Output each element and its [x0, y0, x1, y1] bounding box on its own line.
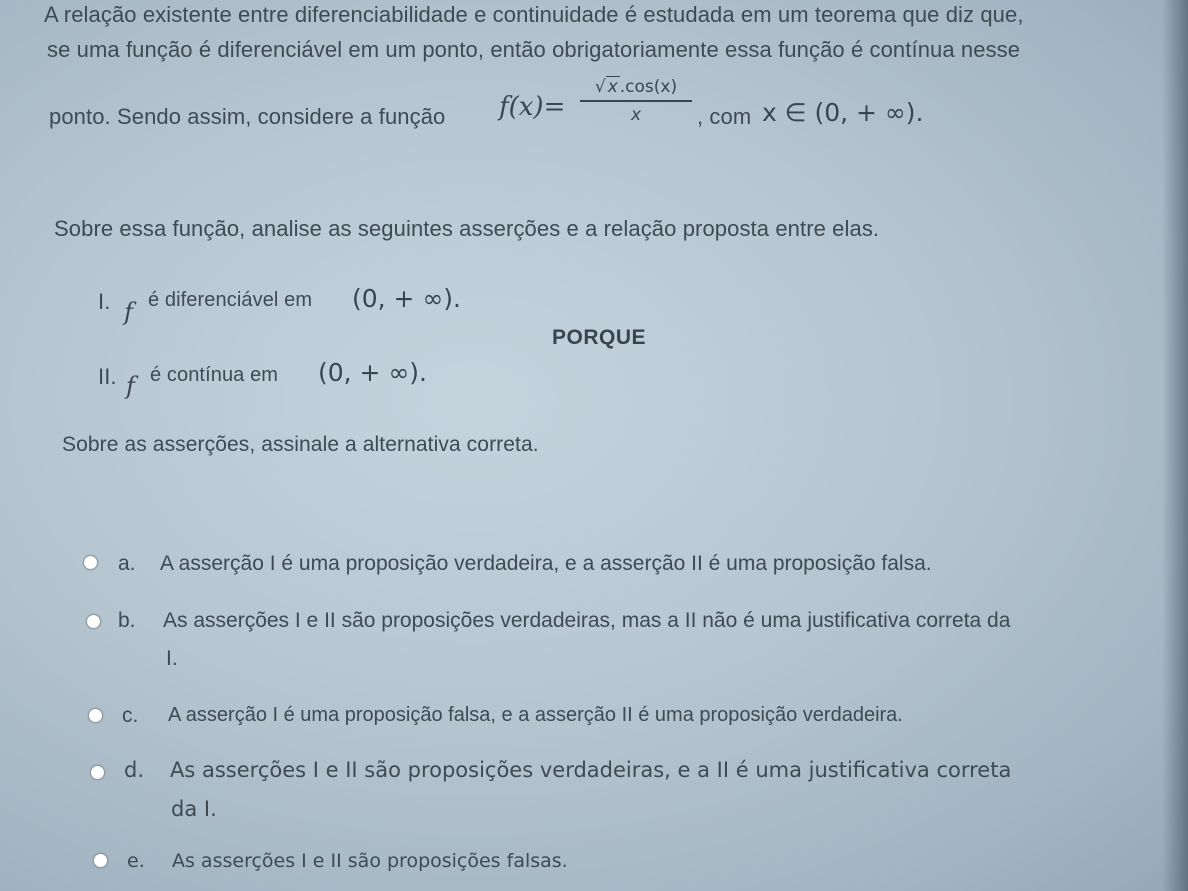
porque-label: PORQUE: [552, 326, 647, 349]
domain-expression: x ∈ (0, + ∞).: [762, 98, 924, 127]
option-b-text-cont[interactable]: I.: [166, 647, 178, 670]
option-e-text[interactable]: As asserções I e II são proposições falsas.: [172, 850, 568, 872]
fraction-bar: [580, 100, 692, 102]
intro-line-2: se uma função é diferenciável em um ponto, então obrigatoriamente essa função é contínua nesse: [47, 37, 1021, 62]
analyze-prompt: Sobre essa função, analise as seguintes asserções e a relação proposta entre elas.: [54, 216, 880, 241]
function-lhs: f(x)=: [499, 92, 566, 122]
option-a-letter: a.: [118, 552, 136, 575]
option-b-radio[interactable]: [86, 614, 101, 629]
screen-edge-shadow: [1162, 0, 1188, 891]
intro-line-1: A relação existente entre diferenciabilidade e continuidade é estudada em um teorema que diz que,: [44, 2, 1024, 27]
intro-line-3: ponto. Sendo assim, considere a função: [49, 104, 446, 129]
intro-line-3-mid: , com: [697, 104, 752, 129]
assertion-2-interval: (0, + ∞).: [318, 358, 427, 387]
assertion-2-symbol: f: [126, 372, 135, 400]
option-d-radio[interactable]: [90, 765, 105, 780]
fraction-denominator: x: [630, 104, 642, 125]
option-d-letter: d.: [124, 758, 145, 782]
option-c-radio[interactable]: [88, 708, 103, 723]
option-b-text[interactable]: As asserções I e II são proposições verdadeiras, mas a II não é uma justificativa correta da: [163, 609, 1011, 632]
assertion-2-text: é contínua em: [150, 364, 279, 386]
option-c-text[interactable]: A asserção I é uma proposição falsa, e a asserção II é uma proposição verdadeira.: [168, 704, 903, 726]
option-a-radio[interactable]: [83, 555, 98, 570]
assertion-1-symbol: f: [124, 298, 133, 326]
option-d-text-cont[interactable]: da I.: [171, 797, 217, 821]
sqrt-radicand: x: [607, 77, 618, 97]
option-e-radio[interactable]: [93, 853, 108, 868]
assertion-2-numeral: II.: [98, 364, 117, 389]
assertion-1-text: é diferenciável em: [148, 289, 313, 311]
assertion-1-numeral: I.: [98, 289, 111, 314]
option-a-text[interactable]: A asserção I é uma proposição verdadeira, e a asserção II é uma proposição falsa.: [160, 552, 932, 575]
function-fraction: [580, 76, 692, 125]
fraction-numerator: √ x .cos(x): [594, 77, 678, 97]
assertion-1-interval: (0, + ∞).: [352, 284, 461, 313]
option-b-letter: b.: [118, 609, 136, 632]
option-e-letter: e.: [127, 850, 145, 872]
question-prompt: Sobre as asserções, assinale a alternativa correta.: [62, 433, 539, 456]
option-d-text[interactable]: As asserções I e II são proposições verdadeiras, e a II é uma justificativa correta: [170, 758, 1012, 782]
fraction-numerator-rest: .cos(x): [619, 77, 678, 97]
option-c-letter: c.: [122, 704, 139, 727]
